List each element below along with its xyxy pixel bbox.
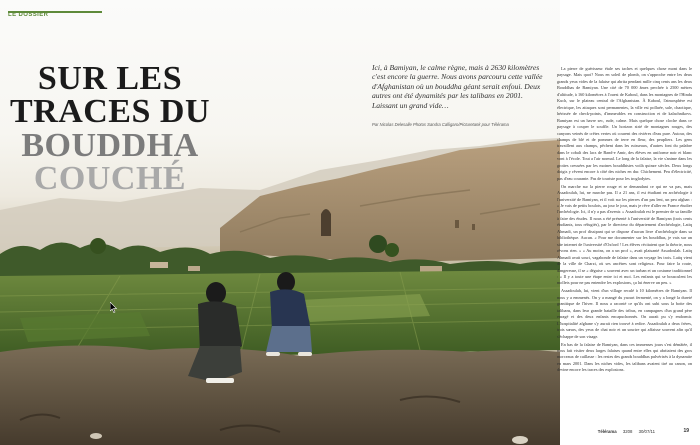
- house: [150, 262, 168, 268]
- headline-line-4: COUCHÉ: [33, 159, 187, 197]
- intro-text: Ici, à Bamiyan, le calme règne, mais à 2630 kilomètres c'est encore la guerre. Nous avons parcouru cette vallée d'Afghanistan où un bouddha géant serait enfoui. Deux autres ont été dynamités par les talibans en 2001. Laissant un grand vide…: [372, 63, 543, 110]
- issue-date: 30/07/11: [638, 429, 655, 434]
- house: [420, 266, 442, 272]
- section-label: LE DOSSIER: [8, 12, 49, 18]
- article-paragraph: On marche sur la pierre rouge et se demandant ce qui ne va pas, mais Assadoulah, lui, ne marche pas. Il a 21 ans, il est étudiant en archéologie à l'université de Bamiyan, et il voit sur les pierres d'un pas lent, un peu afghan : « Je vais de petits boulots, au jour le jour, mais je rêve d'aller en France étudier l'archéologie. Ici, il n'y a pas d'avenir. » Assadoulah est le premier de sa famille à faire des études. Il nous a été présenté à l'université de Bamiyan (trois cents étudiants, tous réfugiés), par le directeur du département d'archéologie, Latiq Ahmadi, un prof dissipant qui se dispose d'aucun livre d'archéologie dans sa bibliothèque. Aucun. « Pour me documenter sur les bouddhas, je vais sur un site internet de l'université d'Oxford ! Les élèves récitaient que la théorie, nous rêvons rien. » « Au moins, on a un prof », avait plaisanté Assadoulah. Latiq Ahmadi avait souri, vagabonde de falaise dans un voyage les trois. Latiq vient de la ville de Charzi, où ses ancêtres sont religieux. Pour faire la route, dangereuse, il se « déguise » souvent avec un turban et un costume traditionnel : « Il y a toute une étape entre ici et moi. Les enfants qui se bousculent les mollets pour ne pas entendre les explosions, ça lui énerve un peu. »: [557, 183, 692, 286]
- headline-line-3: BOUDDHA: [21, 126, 199, 164]
- magazine-name: Télérama: [597, 429, 617, 434]
- foreground-ground: [0, 345, 560, 445]
- headline-line-2: TRACES DU: [9, 93, 211, 131]
- headline: [0, 62, 220, 195]
- house: [188, 266, 200, 271]
- buddha-niche: [321, 209, 331, 236]
- article-paragraph: La pierre de guérisseur étale ses taches et quelques chose mont dans le paysage. Mais quoi? Nous en soleil de plomb, on s'approche entre les deux grands yeux vides de la falaise qui abrita pendant mille cinq cents ans les deux Bouddhas de Bamiyan. Une cité de 70 000 âmes perchée à 2500 mètres d'altitude, à 160 kilomètres à l'ouest de Kaboul, dans les montagnes de l'Hindu Kuch, sur le plateau central de l'Afghanistan. À Kaboul, l'atmosphère est électrique, les attaques sont permanentes, la ville est polluée, sale, chaotique, hérissée de check-points, d'immeubles en construction et de kalachnikovs. Bamiyan est un havre sec, rude, calme. Mais quelque chose cloche dans ce paysage à couper le souffle. Un horizon strié de montagnes rouges, des canyons veinés de crêtes vertes où courent des rivières d'eau pure. Autour, des champs de blé et de pommes de terre en fleur, des peupliers. Les gens travaillent aux champs, pêchent dans les ruisseaux, d'autres font du palabre dans le cobalt des lacs de Band-e Amir, des élèves en uniforme noir et blanc vont à l'école. Tout a l'air normal. Le long de la falaise, la vie s'anime dans les grottes creusées par les moines bouddhistes voilà quinze siècles. Deux longs doigts y rêvent encore à côté des niches en dur. Chichement. Peu d'électricité, pas d'eau courante. Pas de touriste pour les troglodytes.: [557, 66, 692, 181]
- small-niche: [472, 224, 475, 230]
- mouse-cursor-icon: [110, 302, 118, 313]
- article-paragraph: En bas de la falaise de Bamiyan, dans ces immenses jours s'est démâtée, il nous fait visiter deux larges falaises quand entre elles qui abritaient des gros morceaux de caillasse : les restes des grands bouddhas pulvérisés à la dynamite en mars 2001. Dans les niches vides, les talibans avaient tiré au canon, on devine encore les traces des explosions.: [557, 341, 692, 373]
- headline-line-1: SUR LES: [37, 60, 183, 97]
- small-niche: [455, 220, 459, 228]
- article-column: [557, 66, 692, 419]
- magazine-footer: [598, 429, 660, 434]
- byline-credits: Par Nicolas Delesalle Photos Sandra Calligaro/Picturetank pour Télérama: [372, 122, 509, 127]
- article-paragraph: Assadoulah, lui, vient d'un village reculé à 10 kilomètres de Bamiyan. Il nous y a emmenés. On y a mangé du yaourt fermenté, on y a longé la dureté granitique de l'hiver. Il nous a raconté ce qu'ils ont subi sous la botte des talibans, dans leur grande bataille des tribus, en campagnes d'un grand père enragé et des deux enfants encapuchonnés. On aurait pu s'y endormir. L'hospitalité afghane s'y aurait rien trouvé à redire. Assadoulah a deux frères, trois sœurs, des yeux de chat noir et un sourire qui affaisse souvent afin qu'il s'échappe de son visage.: [557, 288, 692, 339]
- page-number: 19: [683, 428, 689, 434]
- issue-number: 3208: [622, 429, 633, 434]
